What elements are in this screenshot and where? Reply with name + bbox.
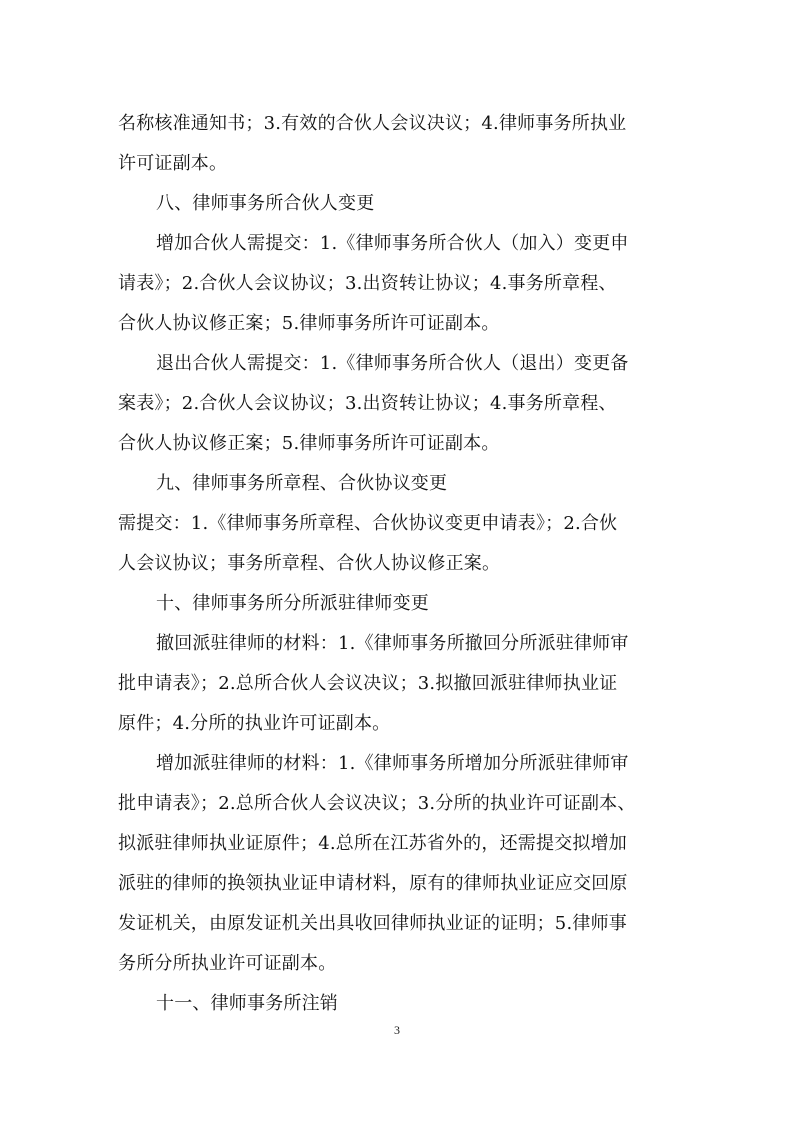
body-line: 批申请表》；2.总所合伙人会议决议；3.拟撤回派驻律师执业证 [118,673,618,694]
body-line: 原件；4.分所的执业许可证副本。 [118,713,391,734]
body-line: 拟派驻律师执业证原件；4.总所在江苏省外的，还需提交拟增加 [118,833,627,854]
page-number: 3 [394,1023,400,1037]
body-line: 派驻的律师的换领执业证申请材料，原有的律师执业证应交回原 [118,873,628,894]
body-line: 许可证副本。 [118,153,228,174]
body-line: 务所分所执业许可证副本。 [118,953,337,974]
section-heading: 九、律师事务所章程、合伙协议变更 [156,473,448,494]
body-line: 批申请表》；2.总所合伙人会议决议；3.分所的执业许可证副本、 [118,793,636,814]
page-body [118,104,678,1024]
section-heading: 十、律师事务所分所派驻律师变更 [156,593,429,614]
paragraph-first-line: 增加派驻律师的材料：1.《律师事务所增加分所派驻律师审 [156,753,629,774]
body-line: 名称核准通知书；3.有效的合伙人会议决议；4.律师事务所执业 [118,113,627,134]
paragraph-first-line: 撤回派驻律师的材料：1.《律师事务所撤回分所派驻律师审 [156,633,629,654]
paragraph-first-line: 增加合伙人需提交：1.《律师事务所合伙人（加入）变更申 [156,233,629,254]
body-line: 合伙人协议修正案；5.律师事务所许可证副本。 [118,433,500,454]
paragraph-first-line: 退出合伙人需提交：1.《律师事务所合伙人（退出）变更备 [156,353,629,374]
body-line: 人会议协议；事务所章程、合伙人协议修正案。 [118,553,501,574]
body-line: 案表》；2.合伙人会议协议；3.出资转让协议；4.事务所章程、 [118,393,617,414]
body-line: 请表》；2.合伙人会议协议；3.出资转让协议；4.事务所章程、 [118,273,617,294]
section-heading: 十一、律师事务所注销 [156,993,338,1014]
body-line: 合伙人协议修正案；5.律师事务所许可证副本。 [118,313,500,334]
section-heading: 八、律师事务所合伙人变更 [156,193,375,214]
body-line: 需提交：1.《律师事务所章程、合伙协议变更申请表》；2.合伙 [118,513,618,534]
body-line: 发证机关，由原发证机关出具收回律师执业证的证明；5.律师事 [118,913,627,934]
